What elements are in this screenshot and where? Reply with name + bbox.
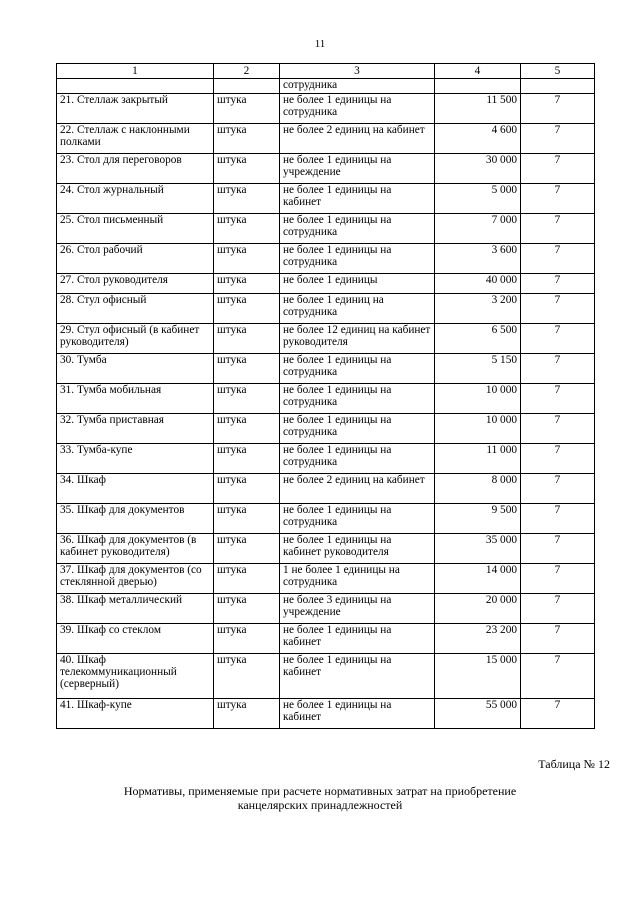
cell-name: 32. Тумба приставная (57, 414, 214, 444)
cell-name: 36. Шкаф для документов (в кабинет руководителя) (57, 534, 214, 564)
cell-years: 7 (521, 154, 595, 184)
cell-quantity: не более 1 единицы на кабинет (280, 624, 435, 654)
cell-name: 22. Стеллаж с наклонными полками (57, 124, 214, 154)
cell-quantity: не более 1 единицы на сотрудника (280, 94, 435, 124)
table-row (57, 564, 595, 594)
cell-unit: штука (214, 504, 280, 534)
cell-price: 3 600 (435, 244, 521, 274)
table-row (57, 244, 595, 274)
cell-years: 7 (521, 384, 595, 414)
cell-quantity: не более 1 единицы на кабинет (280, 654, 435, 699)
page-number: 11 (314, 38, 326, 50)
cell-unit: штука (214, 654, 280, 699)
cell-quantity: не более 2 единиц на кабинет (280, 124, 435, 154)
cell-price: 4 600 (435, 124, 521, 154)
cell-name: 27. Стол руководителя (57, 274, 214, 294)
cell-unit: штука (214, 699, 280, 729)
cell-quantity: не более 1 единицы на сотрудника (280, 444, 435, 474)
cell-quantity: не более 3 единицы на учреждение (280, 594, 435, 624)
cell-quantity: сотрудника (280, 79, 435, 94)
cell-quantity: не более 1 единицы на сотрудника (280, 384, 435, 414)
cell-price: 3 200 (435, 294, 521, 324)
cell-unit: штука (214, 154, 280, 184)
cell-name: 29. Стул офисный (в кабинет руководителя) (57, 324, 214, 354)
cell-quantity: не более 1 единицы на сотрудника (280, 354, 435, 384)
cell-quantity: не более 2 единиц на кабинет (280, 474, 435, 504)
cell-unit: штука (214, 564, 280, 594)
cell-price: 10 000 (435, 384, 521, 414)
cell-name: 21. Стеллаж закрытый (57, 94, 214, 124)
cell-years: 7 (521, 294, 595, 324)
cell-years: 7 (521, 124, 595, 154)
cell-price: 23 200 (435, 624, 521, 654)
cell-years: 7 (521, 354, 595, 384)
table-row (57, 594, 595, 624)
cell-quantity: не более 1 единицы на сотрудника (280, 244, 435, 274)
table-row (57, 274, 595, 294)
cell-quantity: не более 1 единицы на кабинет (280, 184, 435, 214)
column-header: 5 (521, 64, 595, 79)
cell-price: 11 500 (435, 94, 521, 124)
table-number-label: Таблица № 12 (538, 757, 610, 771)
cell-unit: штука (214, 534, 280, 564)
cell-name: 38. Шкаф металлический (57, 594, 214, 624)
table-row (57, 154, 595, 184)
cell-quantity: не более 1 единицы на кабинет руководителя (280, 534, 435, 564)
table-row (57, 384, 595, 414)
cell-name: 28. Стул офисный (57, 294, 214, 324)
cell-price: 9 500 (435, 504, 521, 534)
cell-name: 39. Шкаф со стеклом (57, 624, 214, 654)
table-row (57, 504, 595, 534)
cell-unit: штука (214, 94, 280, 124)
cell-unit: штука (214, 274, 280, 294)
cell-name: 25. Стол письменный (57, 214, 214, 244)
table-row (57, 184, 595, 214)
norms-table (56, 63, 595, 729)
cell-years: 7 (521, 214, 595, 244)
cell-price: 7 000 (435, 214, 521, 244)
column-header: 1 (57, 64, 214, 79)
table-row (57, 354, 595, 384)
cell-name: 35. Шкаф для документов (57, 504, 214, 534)
cell-years: 7 (521, 94, 595, 124)
cell-years: 7 (521, 274, 595, 294)
cell-unit: штука (214, 384, 280, 414)
cell-unit: штука (214, 244, 280, 274)
cell-price: 6 500 (435, 324, 521, 354)
cell-quantity: не более 1 единицы (280, 274, 435, 294)
cell-unit: штука (214, 294, 280, 324)
cell-name: 40. Шкаф телекоммуникационный (серверный) (57, 654, 214, 699)
table-row (57, 534, 595, 564)
table-row (57, 294, 595, 324)
cell-price (435, 79, 521, 94)
cell-price: 8 000 (435, 474, 521, 504)
cell-price: 40 000 (435, 274, 521, 294)
cell-name (57, 79, 214, 94)
cell-years: 7 (521, 504, 595, 534)
cell-name: 31. Тумба мобильная (57, 384, 214, 414)
cell-years: 7 (521, 324, 595, 354)
column-header: 2 (214, 64, 280, 79)
cell-years: 7 (521, 444, 595, 474)
table-row (57, 124, 595, 154)
cell-name: 34. Шкаф (57, 474, 214, 504)
cell-unit: штука (214, 214, 280, 244)
cell-unit: штука (214, 354, 280, 384)
table-row (57, 474, 595, 504)
cell-price: 5 150 (435, 354, 521, 384)
cell-years: 7 (521, 244, 595, 274)
cell-unit: штука (214, 474, 280, 504)
table-row (57, 699, 595, 729)
cell-unit (214, 79, 280, 94)
cell-quantity: не более 1 единиц на сотрудника (280, 294, 435, 324)
cell-name: 37. Шкаф для документов (со стеклянной дверью) (57, 564, 214, 594)
cell-years: 7 (521, 414, 595, 444)
cell-name: 24. Стол журнальный (57, 184, 214, 214)
cell-price: 14 000 (435, 564, 521, 594)
cell-quantity: 1 не более 1 единицы на сотрудника (280, 564, 435, 594)
cell-price: 55 000 (435, 699, 521, 729)
table-row (57, 444, 595, 474)
cell-quantity: не более 1 единицы на сотрудника (280, 214, 435, 244)
cell-price: 5 000 (435, 184, 521, 214)
table-row (57, 654, 595, 699)
cell-quantity: не более 1 единицы на сотрудника (280, 504, 435, 534)
cell-price: 35 000 (435, 534, 521, 564)
cell-years: 7 (521, 184, 595, 214)
cell-unit: штука (214, 184, 280, 214)
cell-name: 26. Стол рабочий (57, 244, 214, 274)
cell-quantity: не более 12 единиц на кабинет руководителя (280, 324, 435, 354)
cell-name: 41. Шкаф-купе (57, 699, 214, 729)
cell-name: 23. Стол для переговоров (57, 154, 214, 184)
cell-price: 30 000 (435, 154, 521, 184)
cell-name: 33. Тумба-купе (57, 444, 214, 474)
table-row (57, 214, 595, 244)
cell-quantity: не более 1 единицы на сотрудника (280, 414, 435, 444)
cell-unit: штука (214, 124, 280, 154)
continuation-row (57, 79, 595, 94)
cell-years: 7 (521, 474, 595, 504)
table-row (57, 624, 595, 654)
cell-quantity: не более 1 единицы на кабинет (280, 699, 435, 729)
cell-unit: штука (214, 594, 280, 624)
cell-years (521, 79, 595, 94)
cell-unit: штука (214, 324, 280, 354)
table-row (57, 324, 595, 354)
column-header: 3 (280, 64, 435, 79)
table-row (57, 94, 595, 124)
cell-years: 7 (521, 654, 595, 699)
cell-price: 20 000 (435, 594, 521, 624)
cell-years: 7 (521, 594, 595, 624)
cell-unit: штука (214, 624, 280, 654)
cell-years: 7 (521, 534, 595, 564)
table-caption: Нормативы, применяемые при расчете нормативных затрат на приобретение канцелярских принадлежностей (123, 784, 517, 812)
cell-name: 30. Тумба (57, 354, 214, 384)
cell-years: 7 (521, 564, 595, 594)
cell-price: 11 000 (435, 444, 521, 474)
column-header: 4 (435, 64, 521, 79)
cell-price: 15 000 (435, 654, 521, 699)
table-row (57, 414, 595, 444)
cell-unit: штука (214, 444, 280, 474)
cell-quantity: не более 1 единицы на учреждение (280, 154, 435, 184)
cell-price: 10 000 (435, 414, 521, 444)
cell-unit: штука (214, 414, 280, 444)
cell-years: 7 (521, 624, 595, 654)
header-row (57, 64, 595, 79)
cell-years: 7 (521, 699, 595, 729)
